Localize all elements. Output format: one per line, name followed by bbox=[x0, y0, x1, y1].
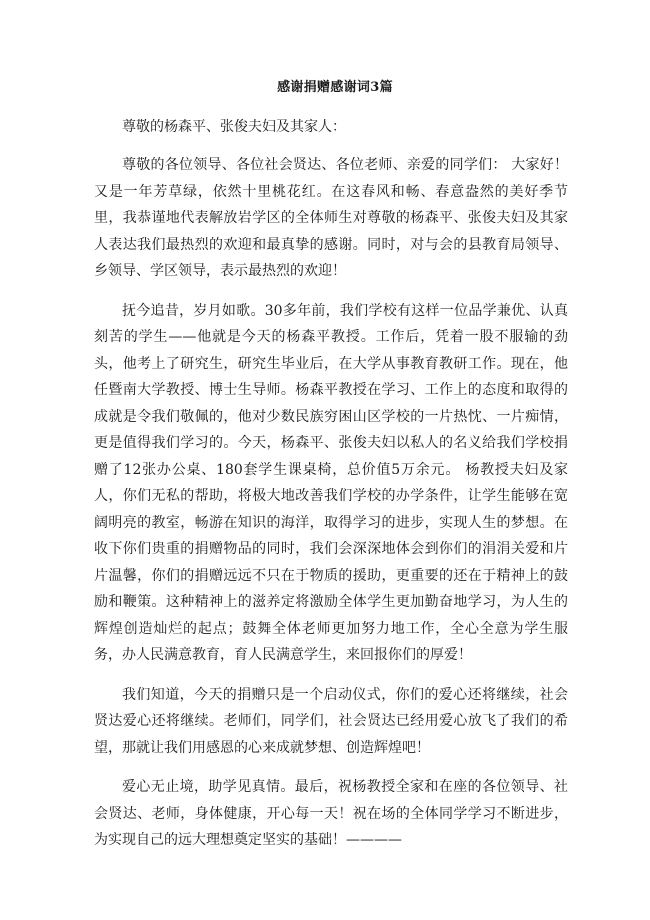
paragraph-history: 抚今追昔，岁月如歌。30多年前，我们学校有这样一位品学兼优、认真刻苦的学生——他就是今天的杨森平教授。工作后，凭着一股不服输的劲头，他考上了研究生，研究生毕业后，在大学从事教育教研工作。现在，他任暨南大学教授、博士生导师。杨森平教授在学习、工作上的态度和取得的成就是令我们敬佩的，他对少数民族穷困山区学校的一片热忱、一片痴情，更是值得我们学习的。今天，杨森平、张俊夫妇以私人的名义给我们学校捐赠了12张办公桌、180套学生课桌椅，总价值5万余元。 杨教授夫妇及家人，你们无私的帮助，将极大地改善我们学校的办学条件，让学生能够在宽阔明亮的教室，畅游在知识的海洋，取得学习的进步，实现人生的梦想。在收下你们贵重的捐赠物品的同时，我们会深深地体会到你们的涓涓关爱和片片温馨，你们的捐赠远远不只在于物质的援助，更重要的还在于精神上的鼓励和鞭策。这种精神上的滋养定将激励全体学生更加勤奋地学习，为人生的辉煌创造灿烂的起点；鼓舞全体老师更加努力地工作，全心全意为学生服务，办人民满意教育，育人民满意学生，来回报你们的厚爱！ bbox=[94, 302, 568, 663]
document-title: 感谢捐赠感谢词3篇 bbox=[277, 80, 393, 95]
paragraph-continuation: 我们知道，今天的捐赠只是一个启动仪式，你们的爱心还将继续，社会贤达爱心还将继续。老师们，同学们，社会贤达已经用爱心放飞了我们的希望，那就让我们用感恩的心来成就梦想、创造辉煌吧！ bbox=[94, 686, 568, 756]
salutation: 尊敬的杨森平、张俊夫妇及其家人： bbox=[122, 119, 346, 135]
paragraph-closing: 爱心无止境，助学见真情。最后，祝杨教授全家和在座的各位领导、社会贤达、老师，身体健康，开心每一天！祝在场的全体同学学习不断进步，为实现自己的远大理想奠定坚实的基础！———— bbox=[94, 779, 568, 848]
paragraph-welcome: 尊敬的各位领导、各位社会贤达、各位老师、亲爱的同学们： 大家好！又是一年芳草绿，依然十里桃花红。在这春风和畅、春意盎然的美好季节里，我恭谨地代表解放岩学区的全体师生对尊敬的杨森平、张俊夫妇及其家人表达我们最热烈的欢迎和最真挚的感谢。同时，对与会的县教育局领导、乡领导、学区领导，表示最热烈的欢迎！ bbox=[94, 157, 568, 279]
